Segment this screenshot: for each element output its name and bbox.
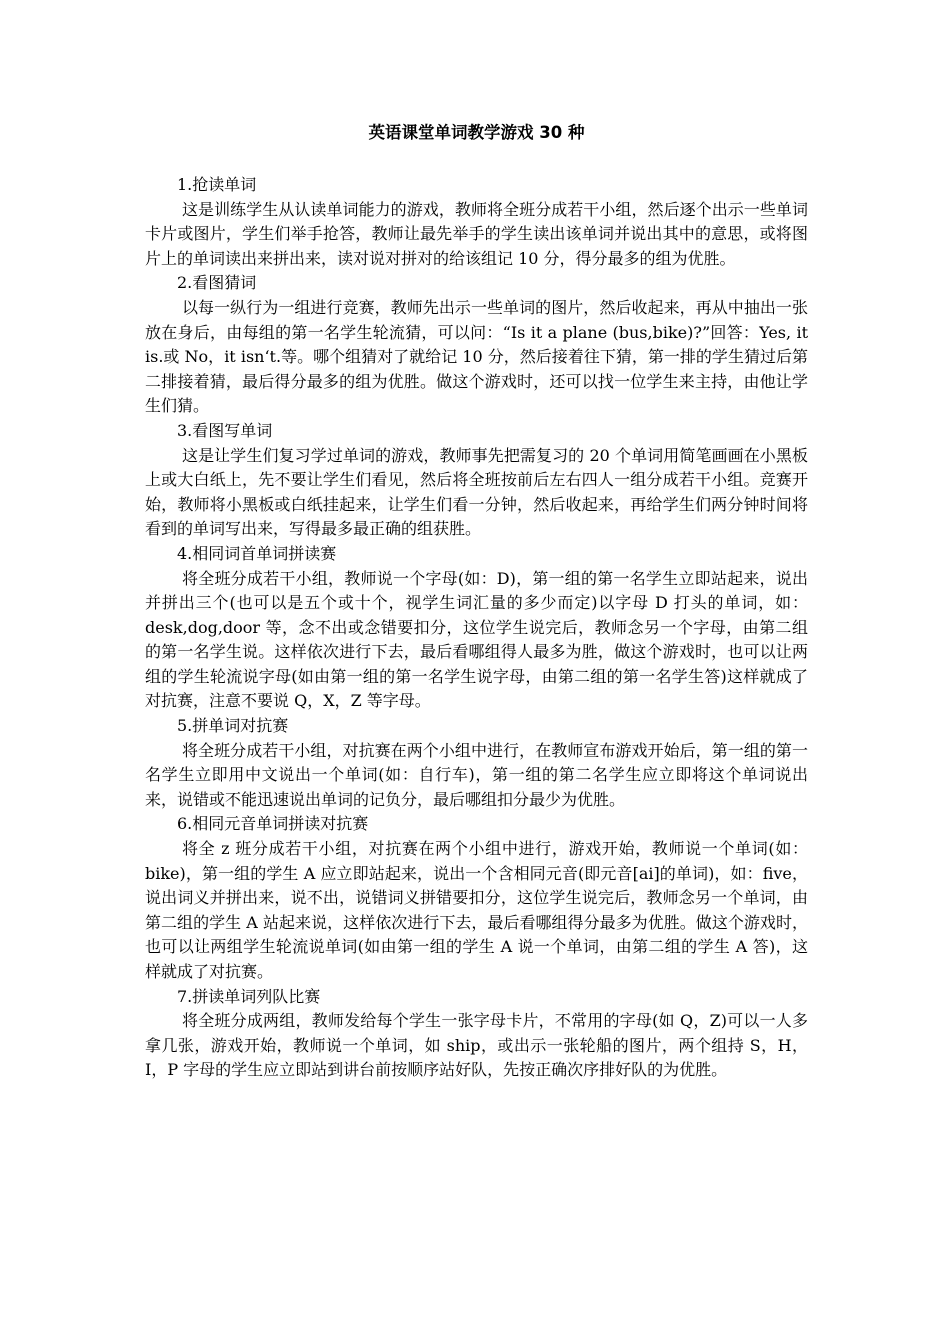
- section-paragraph: 以每一纵行为一组进行竞赛，教师先出示一些单词的图片，然后收起来，再从中抽出一张放在身后，由每组的第一名学生轮流猜，可以问：“Is it a plane (bus,bike)?”回答：Yes, it is.或 No，it isn‘t.等。哪个组猜对了就给记 10 分，然后接着往下猜，第一排的学生猜过后第二排接着猜，最后得分最多的组为优胜。做这个游戏时，还可以找一位学生来主持，由他让学生们猜。: [145, 297, 808, 416]
- section-paragraph: 这是让学生们复习学过单词的游戏，教师事先把需复习的 20 个单词用简笔画画在小黑板上或大白纸上，先不要让学生们看见，然后将全班按前后左右四人一组分成若干小组。竞赛开始，教师将小黑板或白纸挂起来，让学生们看一分钟，然后收起来，再给学生们两分钟时间将看到的单词写出来，写得最多最正确的组获胜。: [145, 445, 808, 539]
- section-2: [145, 271, 808, 419]
- section-heading: 1.抢读单词: [177, 175, 257, 194]
- section-paragraph: 将全班分成若干小组，对抗赛在两个小组中进行，在教师宣布游戏开始后，第一组的第一名学生立即用中文说出一个单词(如：自行车)，第一组的第二名学生应立即将这个单词说出来，说错或不能迅速说出单词的记负分，最后哪组扣分最少为优胜。: [145, 740, 808, 809]
- section-heading: 4.相同词首单词拼读赛: [177, 543, 337, 563]
- section-4: [145, 542, 808, 714]
- section-1: [145, 173, 808, 271]
- section-6: [145, 812, 808, 984]
- section-paragraph: 这是训练学生从认读单词能力的游戏，教师将全班分成若干小组，然后逐个出示一些单词卡片或图片，学生们举手抢答，教师让最先举手的学生读出该单词并说出其中的意思，或将图片上的单词读出来拼出来，读对说对拼对的给该组记 10 分，得分最多的组为优胜。: [145, 199, 808, 268]
- section-heading: 7.拼读单词列队比赛: [177, 986, 321, 1006]
- section-5: [145, 714, 808, 812]
- section-heading: 2.看图猜词: [177, 273, 257, 293]
- section-heading: 5.拼单词对抗赛: [177, 716, 289, 736]
- section-paragraph: 将全班分成若干小组，教师说一个字母(如：D)，第一组的第一名学生立即站起来，说出并拼出三个(也可以是五个或十个，视学生词汇量的多少而定)以字母 D 打头的单词，如：desk,dog,door 等，念不出或念错要扣分，这位学生说完后，教师念另一个字母，由第二组的第一名学生说。这样依次进行下去，最后看哪组得人最多为胜，做这个游戏时，也可以让两组的学生轮流说字母(如由第一组的第一名学生说字母，由第二组的第一名学生答)这样就成了对抗赛，注意不要说 Q，X，Z 等字母。: [145, 568, 808, 711]
- section-paragraph: 将全班分成两组，教师发给每个学生一张字母卡片，不常用的字母(如 Q，Z)可以一人多拿几张，游戏开始，教师说一个单词，如 ship，或出示一张轮船的图片，两个组持 S，H，I，P 字母的学生应立即站到讲台前按顺序站好队，先按正确次序排好队的为优胜。: [145, 1011, 808, 1080]
- section-7: [145, 985, 808, 1083]
- document-title: 英语课堂单词教学游戏 30 种: [368, 123, 585, 142]
- section-3: [145, 419, 808, 542]
- document-body: [145, 121, 808, 1083]
- section-paragraph: 将全 z 班分成若干小组，对抗赛在两个小组中进行，游戏开始，教师说一个单词(如：bike)，第一组的学生 A 应立即站起来，说出一个含相同元音(即元音[ai]的单词)，如：five，说出词义并拼出来，说不出，说错词义拼错要扣分，这位学生说完后，教师念另一个单词，由第二组的学生 A 站起来说，这样依次进行下去，最后看哪组得分最多为优胜。做这个游戏时，也可以让两组学生轮流说单词(如由第一组的学生 A 说一个单词，由第二组的学生 A 答)，这样就成了对抗赛。: [145, 839, 808, 981]
- section-heading: 6.相同元音单词拼读对抗赛: [177, 814, 369, 834]
- section-heading: 3.看图写单词: [177, 420, 273, 440]
